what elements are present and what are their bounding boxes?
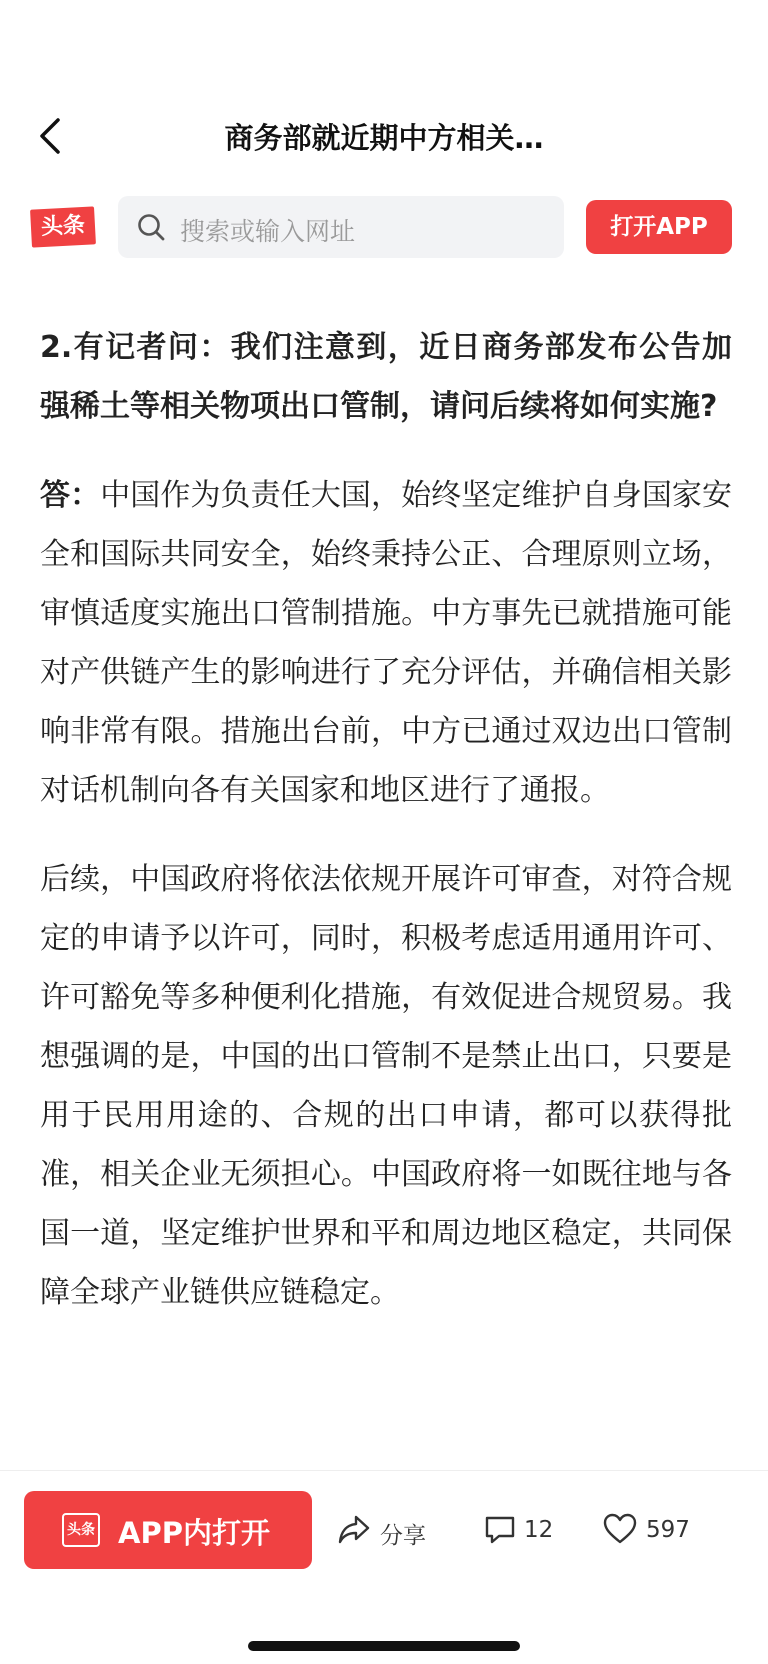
top-navigation-bar [0, 100, 768, 170]
comment-count: 12 [524, 1517, 554, 1543]
comment-bubble-icon [482, 1511, 518, 1547]
back-button[interactable] [30, 114, 74, 158]
answer-body: 中国作为负责任大国，始终坚定维护自身国家安全和国际共同安全，始终秉持公正、合理原则立场，审慎适度实施出口管制措施。中方事先已就措施可能对产供链产生的影响进行了充分评估，并确信相关影响非常有限。措施出台前，中方已通过双边出口管制对话机制向各有关国家和地区进行了通报。 [40, 478, 732, 808]
like-button[interactable] [602, 1511, 702, 1551]
search-icon [136, 212, 166, 242]
search-input[interactable] [118, 196, 564, 258]
answer-lead: 答： [40, 478, 101, 513]
share-label: 分享 [380, 1523, 426, 1549]
toutiao-logo[interactable]: 头条 [30, 206, 96, 247]
heart-icon [602, 1511, 638, 1547]
search-placeholder: 搜索或输入网址 [180, 217, 356, 246]
share-arrow-icon [336, 1511, 372, 1547]
chevron-left-icon [30, 114, 74, 158]
comment-button[interactable] [482, 1511, 562, 1551]
article-answer [40, 466, 732, 820]
article-question: 2.有记者问：我们注意到，近日商务部发布公告加强稀土等相关物项出口管制，请问后续将如何实施? [40, 330, 732, 424]
open-app-button[interactable]: 打开APP [586, 200, 732, 254]
like-count: 597 [646, 1517, 690, 1543]
share-button[interactable] [336, 1511, 446, 1551]
article-body [40, 318, 732, 1468]
article-paragraph: 后续，中国政府将依法依规开展许可审查，对符合规定的申请予以许可，同时，积极考虑适用通用许可、许可豁免等多种便利化措施，有效促进合规贸易。我想强调的是，中国的出口管制不是禁止出口，只要是用于民用用途的、合规的出口申请，都可以获得批准，相关企业无须担心。中国政府将一如既往地与各国一道，坚定维护世界和平和周边地区稳定，共同保障全球产业链供应链稳定。 [40, 862, 732, 1310]
search-bar-row [0, 196, 768, 262]
home-indicator[interactable] [248, 1641, 520, 1651]
open-in-app-label: APP内打开 [118, 1516, 270, 1550]
toutiao-mini-logo: 头条 [62, 1513, 100, 1547]
page-title: 商务部就近期中方相关… [224, 121, 544, 155]
open-in-app-button[interactable] [24, 1491, 312, 1569]
bottom-action-bar [0, 1470, 768, 1664]
